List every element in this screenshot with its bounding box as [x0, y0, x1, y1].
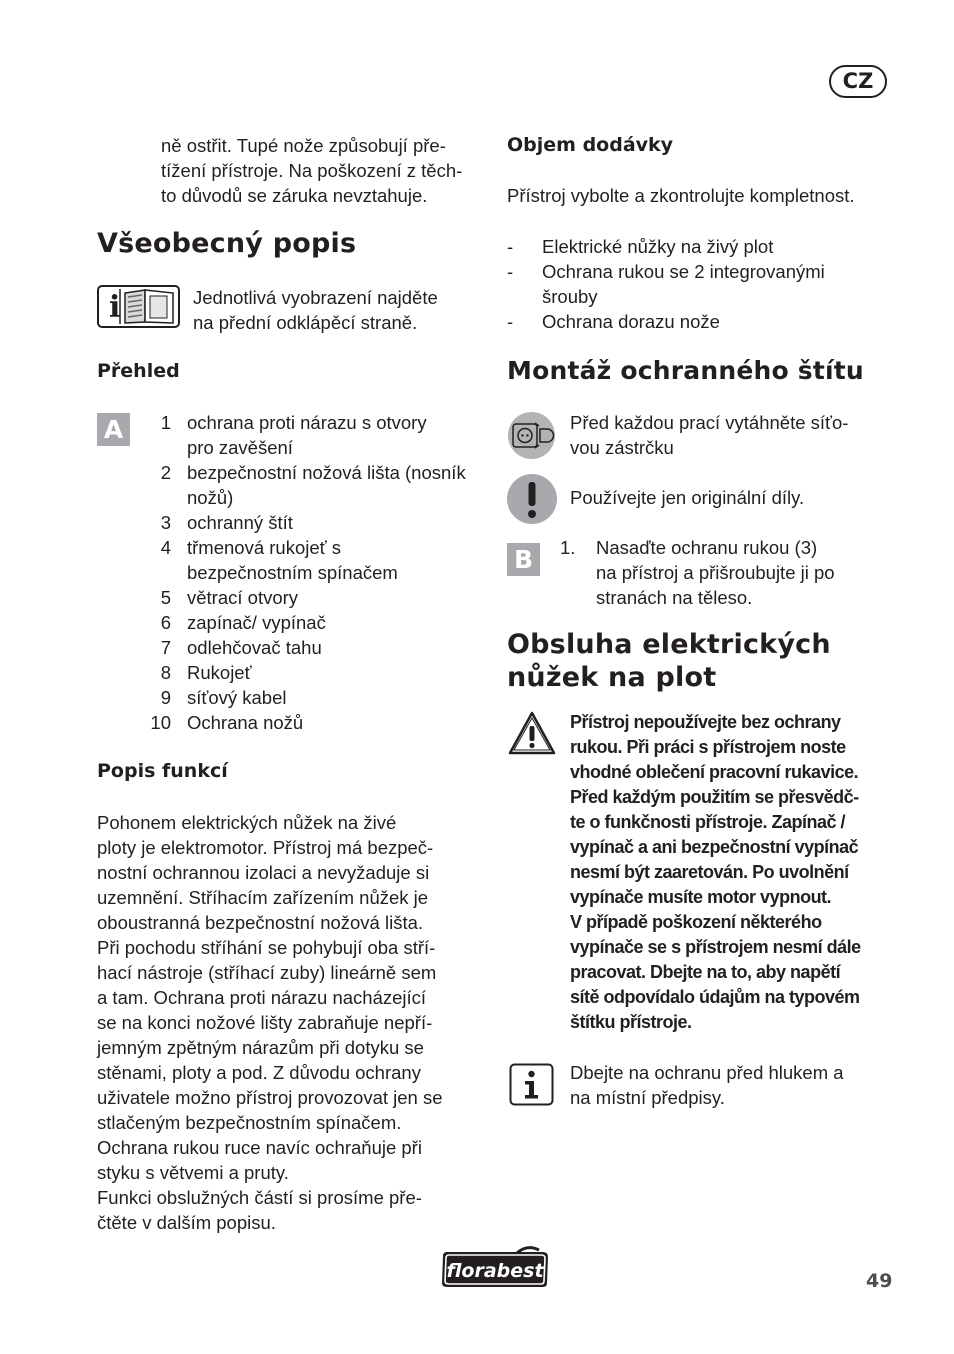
- warning-line: Přístroj nepoužívejte bez ochrany: [570, 712, 841, 732]
- mount-step-line: stranách na těleso.: [596, 587, 753, 608]
- dash-bullet: -: [507, 261, 514, 282]
- warning-line: pracovat. Dbejte na to, aby napětí: [570, 962, 841, 982]
- function-line: jemným zpětným nárazům při dotyku se: [97, 1037, 424, 1058]
- item-text: šrouby: [542, 286, 598, 307]
- warning-text: [570, 710, 861, 1035]
- function-line: styku s větvemi a pruty.: [97, 1162, 289, 1183]
- operation-heading-line: Obsluha elektrických: [507, 629, 831, 660]
- warning-line: vypínače se s přístrojem nesmí dále: [570, 937, 861, 957]
- function-line: Pohonem elektrických nůžek na živé: [97, 812, 397, 833]
- function-line: nostní ochrannou izolaci a nevyžaduje si: [97, 862, 430, 883]
- item-number: 7: [160, 637, 171, 658]
- list-item: [145, 510, 485, 535]
- warning-line: Před každým použitím se přesvědč-: [570, 787, 859, 807]
- list-item: [507, 309, 887, 334]
- list-item: [507, 259, 887, 284]
- item-text: Ochrana rukou se 2 integrovanými: [542, 261, 825, 282]
- info-book-icon: [97, 285, 180, 328]
- item-number: 9: [160, 687, 171, 708]
- delivery-intro: Přístroj vybolte a zkontrolujte kompletnost.: [507, 185, 855, 206]
- unplug-line: Před každou prací vytáhněte síťo-: [570, 412, 849, 433]
- list-item: [145, 685, 485, 710]
- list-item: [145, 660, 485, 685]
- noise-line: na místní předpisy.: [570, 1087, 725, 1108]
- brand-name: florabest: [446, 1260, 544, 1282]
- item-text: ochrana proti nárazu s otvory: [187, 412, 427, 433]
- mount-step: [596, 535, 835, 610]
- overview-list: [145, 410, 485, 735]
- info-note-line: Jednotlivá vyobrazení najděte: [193, 287, 438, 308]
- function-line: a tam. Ochrana proti nárazu nacházející: [97, 987, 427, 1008]
- item-number: 8: [160, 662, 171, 683]
- list-item: [145, 710, 485, 735]
- warning-line: štítku přístroje.: [570, 1012, 692, 1032]
- item-text: bezpečnostním spínačem: [187, 562, 398, 583]
- item-text: Ochrana nožů: [187, 712, 304, 733]
- intro-paragraph: [161, 133, 462, 208]
- intro-line: tížení přístroje. Na poškození z těch-: [161, 160, 463, 181]
- delivery-list: [507, 234, 887, 334]
- item-text: větrací otvory: [187, 587, 299, 608]
- noise-note: [570, 1060, 844, 1110]
- item-text: bezpečnostní nožová lišta (nosník: [187, 462, 466, 483]
- info-note: [193, 285, 438, 335]
- info-icon: [509, 1063, 554, 1106]
- list-item-continuation: [507, 284, 887, 309]
- exclamation-icon: [507, 474, 557, 524]
- item-text: odlehčovač tahu: [187, 637, 322, 658]
- original-parts-note: Používejte jen originální díly.: [570, 487, 805, 508]
- function-line: stlačeným bezpečnostním spínačem.: [97, 1112, 402, 1133]
- list-item: [145, 460, 485, 485]
- list-item: [507, 234, 887, 259]
- mount-step-line: Nasaďte ochranu rukou (3): [596, 537, 818, 558]
- item-number: 5: [160, 587, 171, 608]
- warning-line: rukou. Při práci s přístrojem noste: [570, 737, 846, 757]
- page-number: 49: [866, 1270, 893, 1292]
- dash-bullet: -: [507, 311, 514, 332]
- item-text: pro zavěšení: [187, 437, 293, 458]
- warning-line: vypínače musíte motor vypnout.: [570, 887, 832, 907]
- function-line: se na konci nožové lišty zabraňuje nepří-: [97, 1012, 433, 1033]
- info-note-line: na přední odklápěcí straně.: [193, 312, 418, 333]
- function-line: Při pochodu stříhání se pohybují oba stří-: [97, 937, 436, 958]
- function-line: uživatele možno přístroj provozovat jen se: [97, 1087, 443, 1108]
- item-text: ochranný štít: [187, 512, 293, 533]
- noise-line: Dbejte na ochranu před hlukem a: [570, 1062, 844, 1083]
- list-item: [145, 635, 485, 660]
- figure-b-label: B: [507, 543, 540, 576]
- item-text: zapínač/ vypínač: [187, 612, 326, 633]
- function-line: ploty je elektromotor. Přístroj má bezpeč-: [97, 837, 434, 858]
- dash-bullet: -: [507, 236, 514, 257]
- function-line: hací nástroje (stříhací zuby) lineárně sem: [97, 962, 437, 983]
- item-number: 6: [160, 612, 171, 633]
- item-number: 1: [160, 412, 171, 433]
- item-number: 4: [160, 537, 171, 558]
- mount-heading: Montáž ochranného štítu: [507, 356, 864, 385]
- general-description-heading: Všeobecný popis: [97, 228, 357, 259]
- warning-line: vhodné oblečení pracovní rukavice.: [570, 762, 859, 782]
- unplug-icon: [507, 411, 556, 460]
- language-badge: CZ: [829, 65, 887, 98]
- intro-line: ně ostřit. Tupé nože způsobují pře-: [161, 135, 446, 156]
- list-item-continuation: [145, 485, 485, 510]
- list-item-continuation: [145, 435, 485, 460]
- item-text: nožů): [187, 487, 234, 508]
- florabest-logo: [439, 1246, 551, 1290]
- item-number: 10: [150, 712, 171, 733]
- function-line: oboustranná bezpečnostní nožová lišta.: [97, 912, 424, 933]
- list-item: [145, 585, 485, 610]
- intro-line: to důvodů se záruka nevztahuje.: [161, 185, 428, 206]
- list-item-continuation: [145, 560, 485, 585]
- figure-a-label: A: [97, 413, 130, 446]
- unplug-line: vou zástrčku: [570, 437, 674, 458]
- operation-heading-line: nůžek na plot: [507, 662, 717, 693]
- overview-heading: Přehled: [97, 360, 180, 382]
- function-line: čtěte v dalším popisu.: [97, 1212, 276, 1233]
- function-line: uzemnění. Stříhacím zařízením nůžek je: [97, 887, 429, 908]
- item-text: Rukojeť: [187, 662, 252, 683]
- unplug-note: [570, 410, 848, 460]
- item-text: síťový kabel: [187, 687, 287, 708]
- function-line: Funkci obslužných částí si prosíme pře-: [97, 1187, 422, 1208]
- warning-line: vypínač a ani bezpečnostní vypínač: [570, 837, 859, 857]
- item-text: třmenová rukojeť s: [187, 537, 341, 558]
- svg-text:i: i: [109, 290, 121, 325]
- list-item: [145, 610, 485, 635]
- item-text: Elektrické nůžky na živý plot: [542, 236, 774, 257]
- warning-line: sítě odpovídalo údajům na typovém: [570, 987, 860, 1007]
- item-number: 2: [160, 462, 171, 483]
- warning-line: V případě poškození některého: [570, 912, 822, 932]
- list-item: [145, 535, 485, 560]
- list-item: [145, 410, 485, 435]
- warning-line: te o funkčnosti přístroje. Zapínač /: [570, 812, 846, 832]
- item-text: Ochrana dorazu nože: [542, 311, 720, 332]
- function-heading: Popis funkcí: [97, 760, 228, 782]
- function-line: Ochrana rukou ruce navíc ochraňuje při: [97, 1137, 422, 1158]
- function-line: stěnami, ploty a pod. Z důvodu ochrany: [97, 1062, 421, 1083]
- warning-line: nesmí být zaaretován. Po uvolnění: [570, 862, 849, 882]
- item-number: 3: [160, 512, 171, 533]
- mount-step-number: 1.: [560, 537, 576, 558]
- function-paragraph: [97, 810, 443, 1235]
- delivery-heading: Objem dodávky: [507, 134, 674, 156]
- operation-heading: [507, 628, 831, 694]
- warning-icon: [507, 710, 557, 756]
- mount-step-line: na přístroj a přišroubujte ji po: [596, 562, 835, 583]
